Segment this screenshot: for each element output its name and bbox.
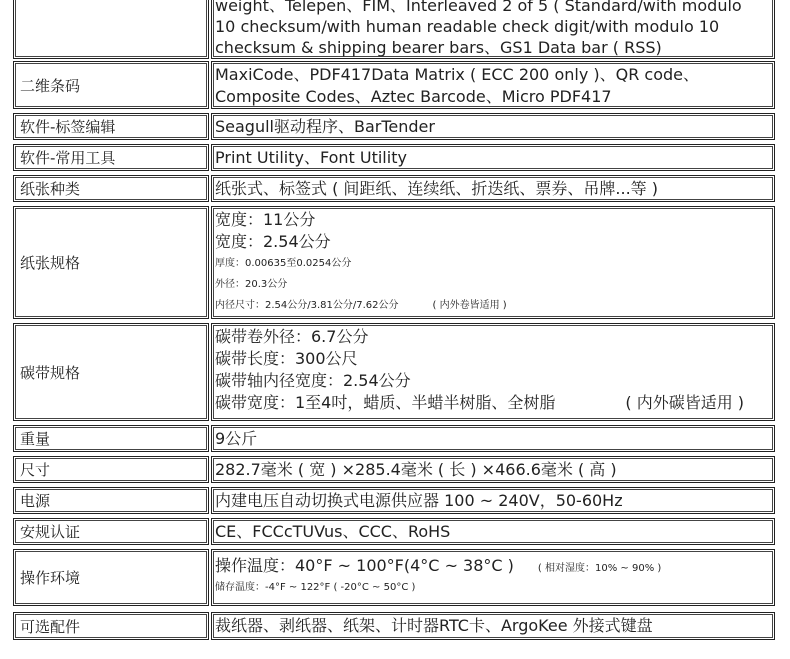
value-line: 碳带轴内径宽度：2.54公分 — [215, 371, 411, 390]
value-line: 操作温度：40°F ~ 100°F(4°C ~ 38°C ) ( 相对湿度：10% ~ 90% ) — [215, 556, 662, 575]
spec-row-label-software — [13, 113, 775, 140]
spec-row-paper-spec — [13, 206, 775, 319]
value-note: ( 内外卷皆适用 ) — [432, 300, 507, 311]
value-line: 10 checksum/with human readable check digit/with modulo 10 — [215, 17, 720, 36]
row-value — [211, 206, 775, 319]
value-line: 碳带宽度：1至4吋，蜡质、半蜡半树脂、全树脂 ( 内外碳皆适用 ) — [215, 393, 745, 412]
value-line: Composite Codes、Aztec Barcode、Micro PDF417 — [215, 87, 612, 106]
value-line: 宽度：2.54公分 — [215, 232, 331, 251]
value-line: 282.7毫米 ( 宽 ) ×285.4毫米 ( 长 ) ×466.6毫米 ( 高 ) — [215, 460, 617, 479]
row-label: 重量 — [13, 425, 209, 452]
value-line-small: 内径尺寸：2.54公分/3.81公分/7.62公分 ( 内外卷皆适用 ) — [215, 300, 507, 311]
spec-row-weight — [13, 425, 775, 452]
value-line-small: 厚度：0.00635至0.0254公分 — [215, 258, 352, 269]
row-label: 可选配件 — [13, 612, 209, 640]
row-value — [211, 0, 775, 59]
row-value — [211, 549, 775, 606]
value-line: 纸张式、标签式 ( 间距纸、连续纸、折迭纸、票券、吊牌...等 ) — [215, 179, 659, 198]
value-line: 9公斤 — [215, 429, 258, 448]
row-value — [211, 323, 775, 421]
row-value — [211, 175, 775, 202]
value-line: CE、FCCcTUVus、CCC、RoHS — [215, 522, 451, 541]
value-line: checksum & shipping bearer bars、GS1 Data bar ( RSS) — [215, 38, 662, 57]
spec-row-ribbon-spec — [13, 323, 775, 421]
spec-row-barcode-1d-cont — [13, 0, 775, 59]
row-label: 纸张种类 — [13, 175, 209, 202]
row-label: 软件-常用工具 — [13, 144, 209, 171]
row-value — [211, 612, 775, 640]
spec-row-dimensions — [13, 456, 775, 483]
row-label: 电源 — [13, 487, 209, 514]
row-value — [211, 487, 775, 514]
value-line: Seagull驱动程序、BarTender — [215, 117, 435, 136]
row-label: 尺寸 — [13, 456, 209, 483]
value-line: 裁纸器、剥纸器、纸架、计时器RTC卡、ArgoKee 外接式键盘 — [215, 616, 653, 635]
value-line: 碳带卷外径：6.7公分 — [215, 327, 369, 346]
row-value — [211, 456, 775, 483]
spec-row-2d-barcode — [13, 61, 775, 109]
value-line: Print Utility、Font Utility — [215, 148, 407, 167]
value-line: weight、Telepen、FIM、Interleaved 2 of 5 ( Standard/with modulo — [215, 0, 742, 15]
value-line-small: 外径：20.3公分 — [215, 279, 288, 290]
row-value — [211, 518, 775, 545]
row-label: 碳带规格 — [13, 323, 209, 421]
spec-row-power — [13, 487, 775, 514]
value-line: MaxiCode、PDF417Data Matrix ( ECC 200 only )、QR code、 — [215, 65, 699, 84]
spec-row-certification — [13, 518, 775, 545]
value-line: 宽度：11公分 — [215, 210, 316, 229]
row-value — [211, 425, 775, 452]
row-label: 二维条码 — [13, 61, 209, 109]
row-label — [13, 0, 209, 59]
row-label: 安规认证 — [13, 518, 209, 545]
value-note: ( 内外碳皆适用 ) — [625, 393, 745, 412]
value-line-small: 储存温度：-4°F ~ 122°F ( -20°C ~ 50°C ) — [215, 582, 416, 593]
row-label: 纸张规格 — [13, 206, 209, 319]
spec-row-paper-type — [13, 175, 775, 202]
row-value — [211, 113, 775, 140]
value-line: 内建电压自动切换式电源供应器 100 ~ 240V，50-60Hz — [215, 491, 623, 510]
row-label: 软件-标签编辑 — [13, 113, 209, 140]
spec-row-tools-software — [13, 144, 775, 171]
row-value — [211, 144, 775, 171]
row-label: 操作环境 — [13, 549, 209, 606]
value-note: ( 相对湿度：10% ~ 90% ) — [537, 563, 662, 574]
spec-row-environment — [13, 549, 775, 606]
row-value — [211, 61, 775, 109]
spec-row-accessories — [13, 612, 775, 640]
value-line: 碳带长度：300公尺 — [215, 349, 358, 368]
